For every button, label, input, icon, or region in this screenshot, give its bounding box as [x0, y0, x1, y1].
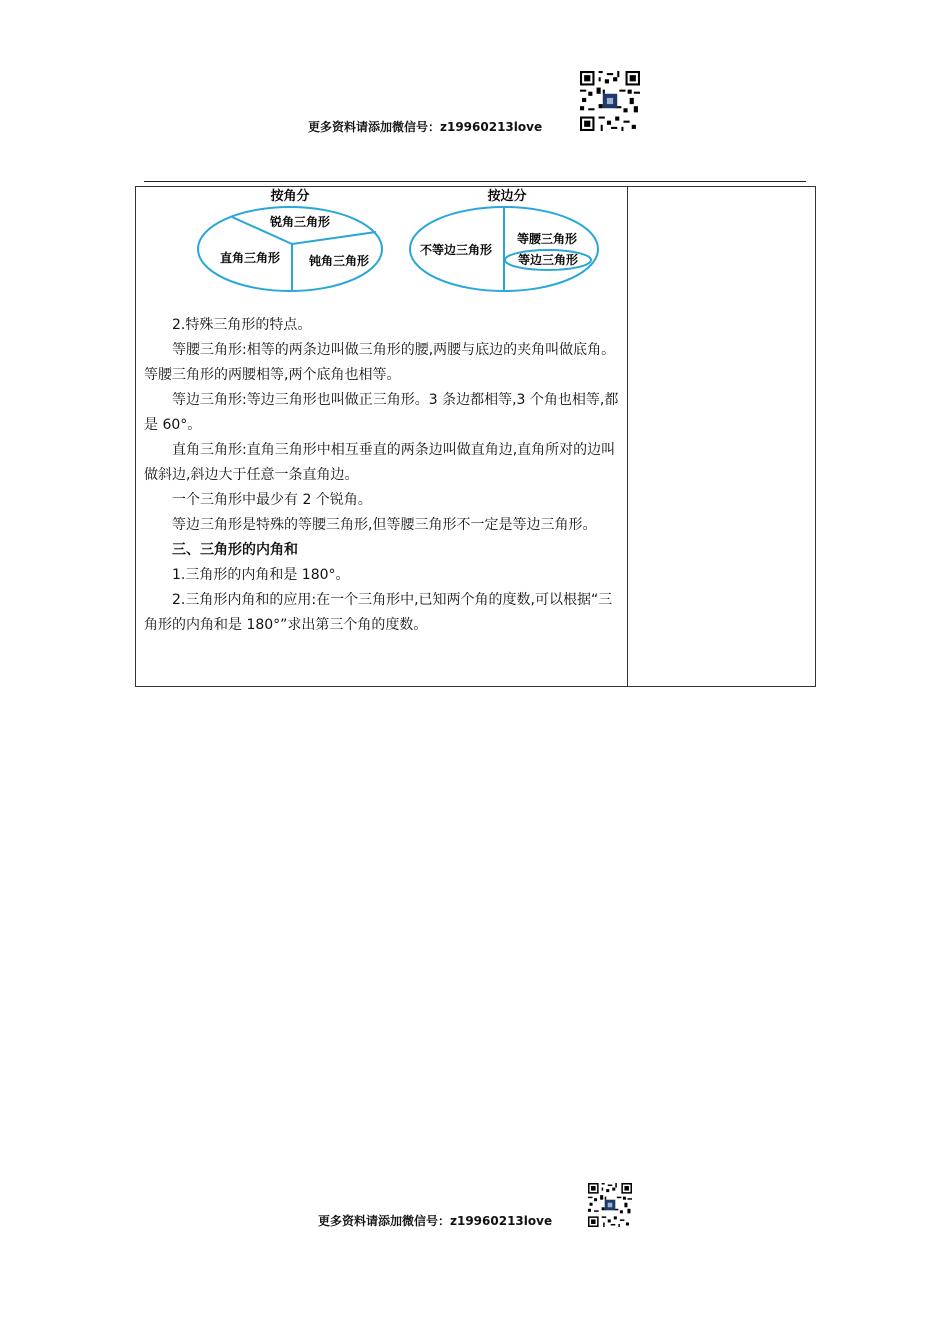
paragraph: 2.特殊三角形的特点。	[172, 317, 312, 333]
footer-wechat-text: 更多资料请添加微信号：z19960213love	[318, 1214, 553, 1228]
paragraph: 1.三角形的内角和是 180°。	[172, 567, 350, 583]
isosceles-triangle-label: 等腰三角形	[516, 232, 578, 246]
acute-triangle-label: 锐角三角形	[269, 215, 331, 229]
qr-code-icon	[580, 71, 640, 131]
equilateral-triangle-label: 等边三角形	[517, 253, 579, 267]
table-column-divider	[627, 187, 628, 686]
by-angle-title: 按角分	[270, 189, 310, 204]
triangle-classification-diagram	[190, 186, 610, 296]
section-heading: 三、三角形的内角和	[172, 542, 298, 558]
by-angle-divider-2	[292, 232, 376, 244]
by-side-title: 按边分	[487, 189, 527, 204]
qr-code-icon	[588, 1183, 632, 1227]
paragraph: 等腰三角形:相等的两条边叫做三角形的腰,两腰与底边的夹角叫做底角。等腰三角形的两腰相等,两个底角也相等。	[144, 342, 616, 383]
paragraph: 一个三角形中最少有 2 个锐角。	[172, 492, 372, 508]
notes-content	[144, 313, 620, 638]
header-divider	[144, 181, 806, 182]
paragraph: 等边三角形是特殊的等腰三角形,但等腰三角形不一定是等边三角形。	[172, 517, 597, 533]
paragraph: 等边三角形:等边三角形也叫做正三角形。3 条边都相等,3 个角也相等,都是 60°。	[144, 392, 619, 433]
paragraph: 直角三角形:直角三角形中相互垂直的两条边叫做直角边,直角所对的边叫做斜边,斜边大于任意一条直角边。	[144, 442, 616, 483]
header-wechat-text: 更多资料请添加微信号：z19960213love	[308, 120, 543, 134]
obtuse-triangle-label: 钝角三角形	[308, 254, 370, 268]
right-triangle-label: 直角三角形	[219, 251, 281, 265]
scalene-triangle-label: 不等边三角形	[419, 243, 493, 257]
paragraph: 2.三角形内角和的应用:在一个三角形中,已知两个角的度数,可以根据“三角形的内角和是 180°”求出第三个角的度数。	[144, 592, 613, 633]
